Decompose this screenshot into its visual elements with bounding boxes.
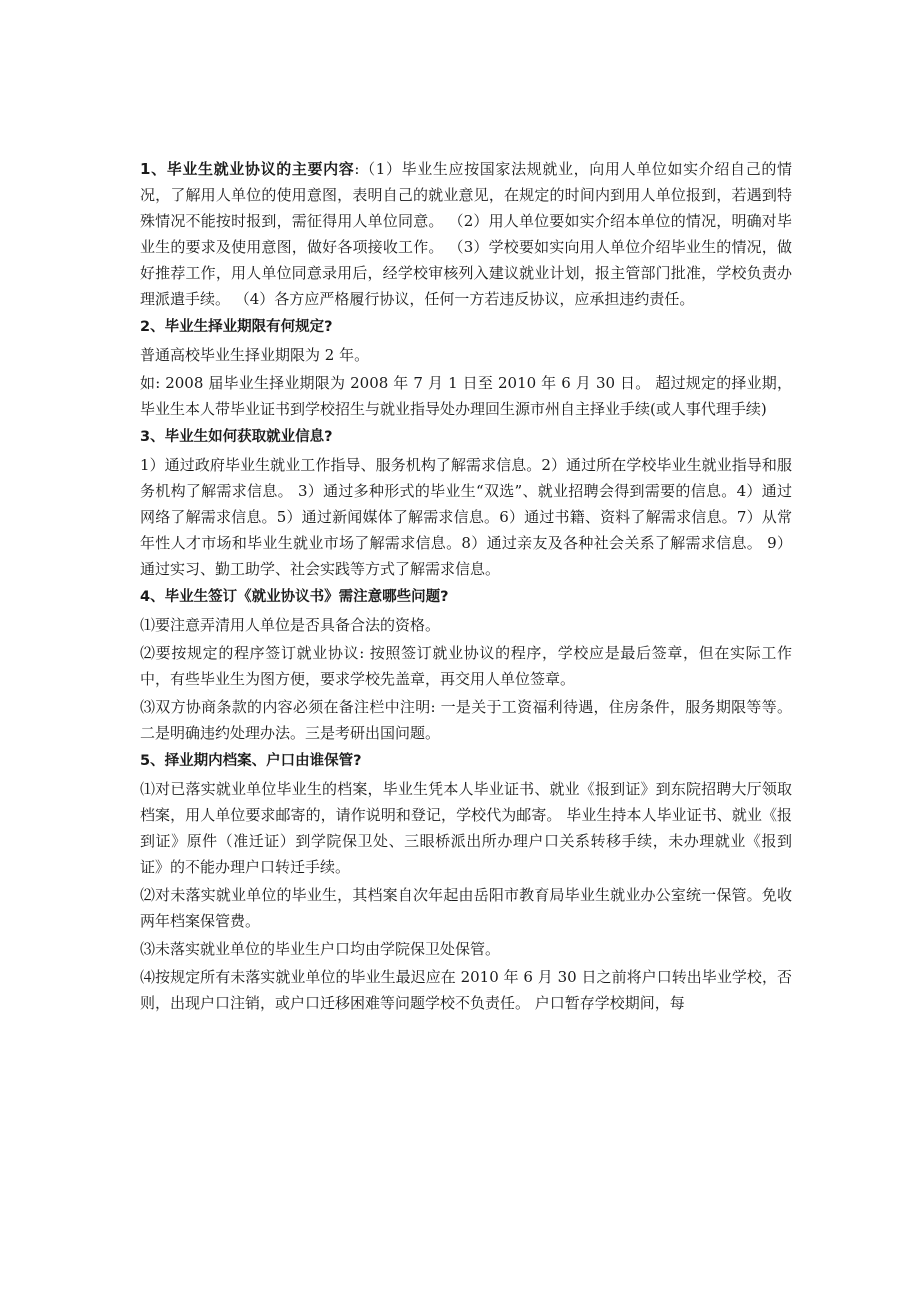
section-4-paragraph-3: ⑶双方协商条款的内容必须在备注栏中注明: 一是关于工资福利待遇，住房条件，服务期限等等。二是明确违约处理办法。三是考研出国问题。: [140, 698, 792, 742]
section-4-heading: 4、毕业生签订《就业协议书》需注意哪些问题?: [140, 589, 449, 605]
document-page: [140, 156, 792, 1016]
section-5-paragraph-3: ⑶未落实就业单位的毕业生户口均由学院保卫处保管。: [140, 940, 501, 958]
section-2-paragraph-1: 普通高校毕业生择业期限为 2 年。: [140, 346, 370, 364]
section-3-paragraph-1: 1）通过政府毕业生就业工作指导、服务机构了解需求信息。2）通过所在学校毕业生就业指导和服务机构了解需求信息。 3）通过多种形式的毕业生“双选”、就业招聘会得到需要的信息。4）通过网络了解需求信息。5）通过新闻媒体了解需求信息。6）通过书籍、资料了解需求信息。7）从常年性人才市场和毕业生就业市场了解需求信息。8）通过亲友及各种社会关系了解需求信息。 9）通过实习、勤工助学、社会实践等方式了解需求信息。: [140, 456, 792, 578]
section-5-paragraph-4: ⑷按规定所有未落实就业单位的毕业生最迟应在 2010 年 6 月 30 日之前将户口转出毕业学校，否则，出现户口注销，或户口迁移困难等问题学校不负责任。 户口暂存学校期间，每: [140, 968, 792, 1012]
section-3-heading: 3、毕业生如何获取就业信息?: [140, 429, 333, 445]
section-1-body: :（1）毕业生应按国家法规就业，向用人单位如实介绍自己的情况，了解用人单位的使用意图，表明自己的就业意见，在规定的时间内到用人单位报到，若遇到特殊情况不能按时报到，需征得用人单位同意。 （2）用人单位要如实介绍本单位的情况，明确对毕业生的要求及使用意图，做好各项接收工作。 （3）学校要如实向用人单位介绍毕业生的情况，做好推荐工作，用人单位同意录用后，经学校审核列入建议就业计划，报主管部门批准，学校负责办理派遣手续。 （4）各方应严格履行协议，任何一方若违反协议，应承担违约责任。: [140, 160, 792, 308]
section-5-paragraph-1: ⑴对已落实就业单位毕业生的档案，毕业生凭本人毕业证书、就业《报到证》到东院招聘大厅领取档案，用人单位要求邮寄的，请作说明和登记，学校代为邮寄。 毕业生持本人毕业证书、就业《报到证》原件（准迁证）到学院保卫处、三眼桥派出所办理户口关系转移手续，未办理就业《报到证》的不能办理户口转迁手续。: [140, 780, 792, 876]
section-4-paragraph-2: ⑵要按规定的程序签订就业协议: 按照签订就业协议的程序，学校应是最后签章，但在实际工作中，有些毕业生为图方便，要求学校先盖章，再交用人单位签章。: [140, 644, 792, 688]
section-1-paragraph: [140, 156, 792, 312]
section-2-heading: 2、毕业生择业期限有何规定?: [140, 319, 333, 335]
section-2-paragraph-2: 如: 2008 届毕业生择业期限为 2008 年 7 月 1 日至 2010 年 6 月 30 日。 超过规定的择业期，毕业生本人带毕业证书到学校招生与就业指导处办理回生源市州自主择业手续(或人事代理手续): [140, 374, 792, 418]
section-4-paragraph-1: ⑴要注意弄清用人单位是否具备合法的资格。: [140, 616, 441, 634]
section-5-paragraph-2: ⑵对未落实就业单位的毕业生，其档案自次年起由岳阳市教育局毕业生就业办公室统一保管。免收两年档案保管费。: [140, 886, 792, 930]
section-5-heading: 5、择业期内档案、户口由谁保管?: [140, 753, 362, 769]
section-1-heading: 1、毕业生就业协议的主要内容: [140, 160, 355, 178]
